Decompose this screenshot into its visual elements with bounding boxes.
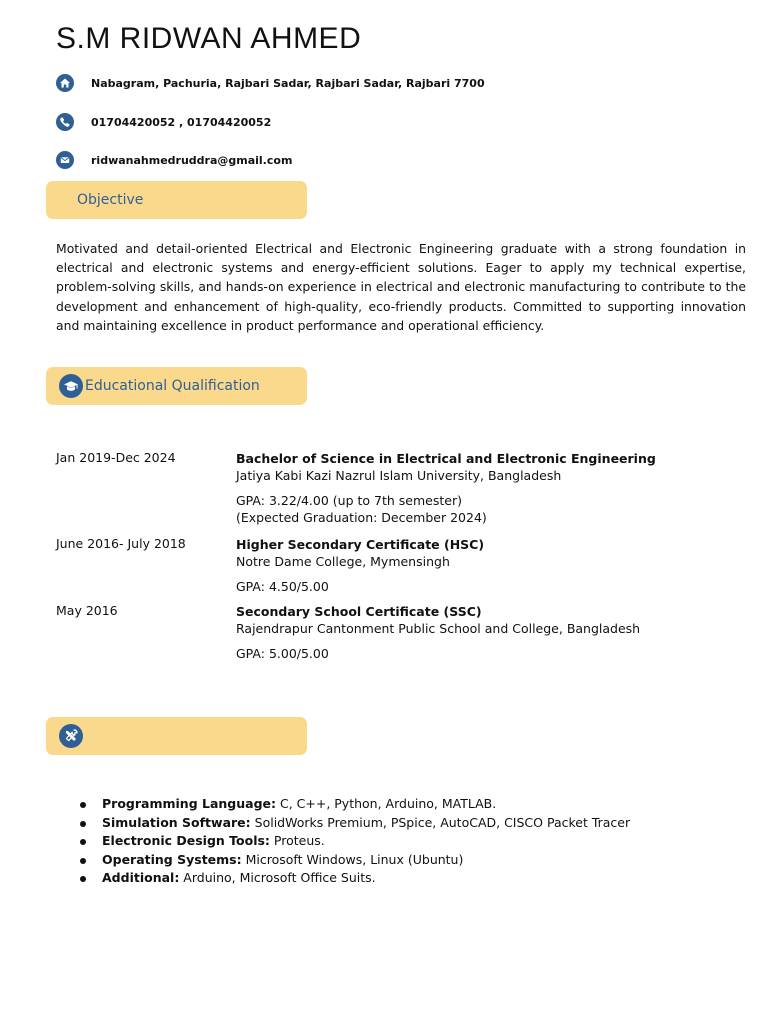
contact-phone-row: [56, 112, 271, 132]
bullet-icon: [80, 876, 86, 882]
contact-email-row: [56, 150, 292, 170]
contact-email: ridwanahmedruddra@gmail.com: [91, 153, 293, 167]
objective-title: Objective: [77, 192, 144, 208]
education-gpa: GPA: 4.50/5.00: [236, 579, 329, 594]
education-section-header: [46, 367, 307, 405]
skill-value: Microsoft Windows, Linux (Ubuntu): [241, 851, 464, 867]
skill-label: Operating Systems:: [102, 851, 242, 867]
education-degree: Bachelor of Science in Electrical and Electronic Engineering: [236, 451, 656, 466]
graduation-cap-icon: [59, 374, 83, 398]
education-gpa: GPA: 3.22/4.00 (up to 7th semester): [236, 493, 462, 508]
education-date: June 2016- July 2018: [56, 536, 186, 551]
education-institution: Notre Dame College, Mymensingh: [236, 554, 450, 569]
education-note: (Expected Graduation: December 2024): [236, 510, 487, 525]
skill-value: C, C++, Python, Arduino, MATLAB.: [276, 796, 497, 811]
education-entry: [236, 603, 756, 662]
list-item: [80, 851, 630, 870]
education-institution: Rajendrapur Cantonment Public School and College, Bangladesh: [236, 621, 641, 636]
education-gpa: GPA: 5.00/5.00: [236, 646, 329, 661]
phone-icon: [56, 113, 74, 131]
skill-value: SolidWorks Premium, PSpice, AutoCAD, CISCO Packet Tracer: [250, 814, 631, 830]
list-item: [80, 795, 630, 814]
skill-value: Proteus.: [269, 833, 325, 849]
education-date: Jan 2019-Dec 2024: [56, 450, 176, 465]
objective-section-header: [46, 181, 307, 219]
education-date: May 2016: [56, 603, 118, 618]
skill-label: Simulation Software:: [102, 814, 251, 830]
education-entry: [236, 450, 756, 527]
skill-label: Programming Language:: [102, 796, 276, 811]
objective-text: Motivated and detail-oriented Electrical and Electronic Engineering graduate with a strong foundation in electrical and electronic systems and energy-efficient solutions. Eager to apply my technical expertise, problem-solving skills, and hands-on experience in electrical and electronic manufacturing to contribute to the development and enhancement of high-quality, eco-friendly products. Committed to supporting innovation and maintaining excellence in product performance and operational efficiency.: [56, 241, 746, 333]
skills-section-header: [46, 717, 307, 755]
skill-label: Electronic Design Tools:: [102, 833, 270, 849]
education-institution: Jatiya Kabi Kazi Nazrul Islam University, Bangladesh: [236, 468, 562, 483]
education-entry: [236, 536, 756, 595]
bullet-icon: [80, 802, 86, 808]
skill-value: Arduino, Microsoft Office Suits.: [179, 870, 376, 886]
envelope-icon: [56, 151, 74, 169]
bullet-icon: [80, 839, 86, 845]
tools-icon: [59, 724, 83, 748]
list-item: [80, 869, 630, 888]
education-title: Educational Qualification: [85, 378, 260, 394]
education-degree: Higher Secondary Certificate (HSC): [236, 537, 485, 552]
skill-label: Additional:: [102, 870, 180, 886]
bullet-icon: [80, 858, 86, 864]
bullet-icon: [80, 821, 86, 827]
contact-address-row: [56, 73, 485, 93]
list-item: [80, 814, 630, 833]
contact-phone: 01704420052 , 01704420052: [91, 115, 272, 129]
skills-list: [80, 795, 630, 888]
list-item: [80, 832, 630, 851]
home-icon: [56, 74, 74, 92]
candidate-name: S.M RIDWAN AHMED: [56, 22, 362, 55]
contact-address: Nabagram, Pachuria, Rajbari Sadar, Rajbari Sadar, Rajbari 7700: [91, 76, 485, 90]
education-degree: Secondary School Certificate (SSC): [236, 604, 482, 619]
